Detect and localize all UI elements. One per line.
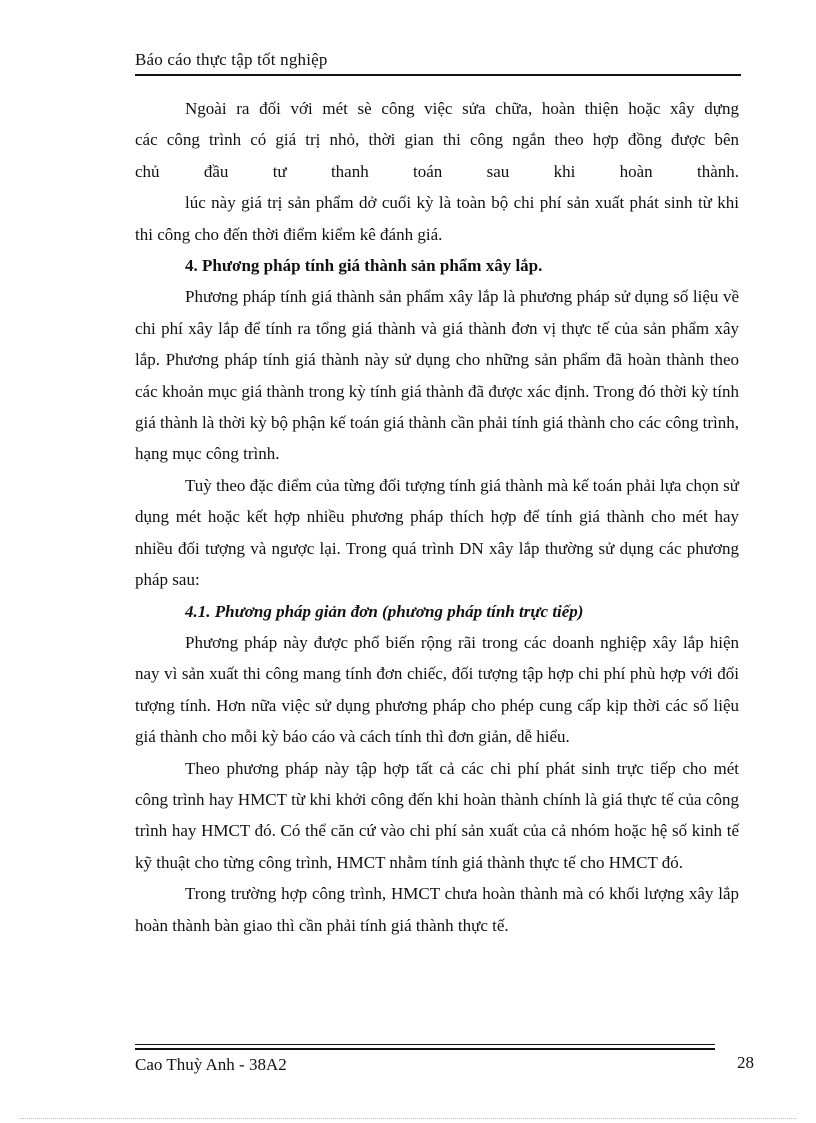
paragraph-3: Phương pháp tính giá thành sản phẩm xây lắp là phương pháp sử dụng số liệu về chi phí xây lắp để tính ra tổng giá thành và giá thành đơn vị thực tế của sản phẩm xây lắp. Phương pháp tính giá thành này sử dụng cho những sản phẩm đã hoàn thành theo các khoản mục giá thành trong kỳ tính giá thành đã được xác định. Trong đó thời kỳ tính giá thành là thời kỳ bộ phận kế toán giá thành cần phải tính giá thành cho các công trình, hạng mục công trình. (135, 287, 739, 464)
section-heading-4-1: 4.1. Phương pháp giản đơn (phương pháp tính trực tiếp) (185, 601, 584, 621)
page-header (135, 48, 741, 76)
paragraph-1 (135, 93, 739, 187)
paragraph-6: Theo phương pháp này tập hợp tất cả các chi phí phát sinh trực tiếp cho mét công trình hay HMCT từ khi khởi công đến khi hoàn thành chính là giá thực tế của công trình hay HMCT đó. Có thể căn cứ vào chi phí sản xuất của cả nhóm hoặc hệ số kinh tế kỹ thuật cho từng công trình, HMCT nhằm tính giá thành thực tế cho HMCT đó. (135, 758, 739, 872)
paragraph-1-line-2: các công trình có giá trị nhỏ, thời gian thi công ngắn theo hợp đồng được bên (135, 130, 739, 150)
header-title: Báo cáo thực tập tốt nghiệp (135, 50, 328, 69)
paragraph-5: Phương pháp này được phổ biến rộng rãi trong các doanh nghiệp xây lắp hiện nay vì sản xuất thi công mang tính đơn chiếc, đối tượng tập hợp chi phí phù hợp với đối tượng tính. Hơn nữa việc sử dụng phương pháp cho phép cung cấp kịp thời các số liệu giá thành cho mỗi kỳ báo cáo và cách tính thì đơn giản, dễ hiểu. (135, 632, 739, 747)
page-number: 28 (737, 1053, 754, 1072)
paragraph-1-line-1: Ngoài ra đối với mét sè công việc sửa chữa, hoàn thiện hoặc xây dựng (185, 99, 739, 118)
footer-author: Cao Thuỳ Anh - 38A2 (135, 1055, 287, 1074)
page-bottom-border (20, 1118, 796, 1119)
section-heading-4: 4. Phương pháp tính giá thành sản phẩm xây lắp. (185, 256, 543, 276)
paragraph-7: Trong trường hợp công trình, HMCT chưa hoàn thành mà có khối lượng xây lắp hoàn thành bàn giao thì cần phải tính giá thành thực tế. (135, 884, 739, 935)
paragraph-1-line-3: chủ đầu tư thanh toán sau khi hoàn thành. (135, 161, 739, 181)
paragraph-4: Tuỳ theo đặc điểm của từng đối tượng tính giá thành mà kế toán phải lựa chọn sử dụng mét hoặc kết hợp nhiều phương pháp thích hợp để tính giá thành cho mét hay nhiều đối tượng và ngược lại. Trong quá trình DN xây lắp thường sử dụng các phương pháp sau: (135, 475, 739, 590)
footer-rule-thick (135, 1048, 715, 1050)
paragraph-2: lúc này giá trị sản phẩm dở cuối kỳ là toàn bộ chi phí sản xuất phát sinh từ khi thi công cho đến thời điểm kiểm kê đánh giá. (135, 193, 739, 244)
page-content (135, 93, 739, 941)
footer-rule-thin (135, 1044, 715, 1045)
